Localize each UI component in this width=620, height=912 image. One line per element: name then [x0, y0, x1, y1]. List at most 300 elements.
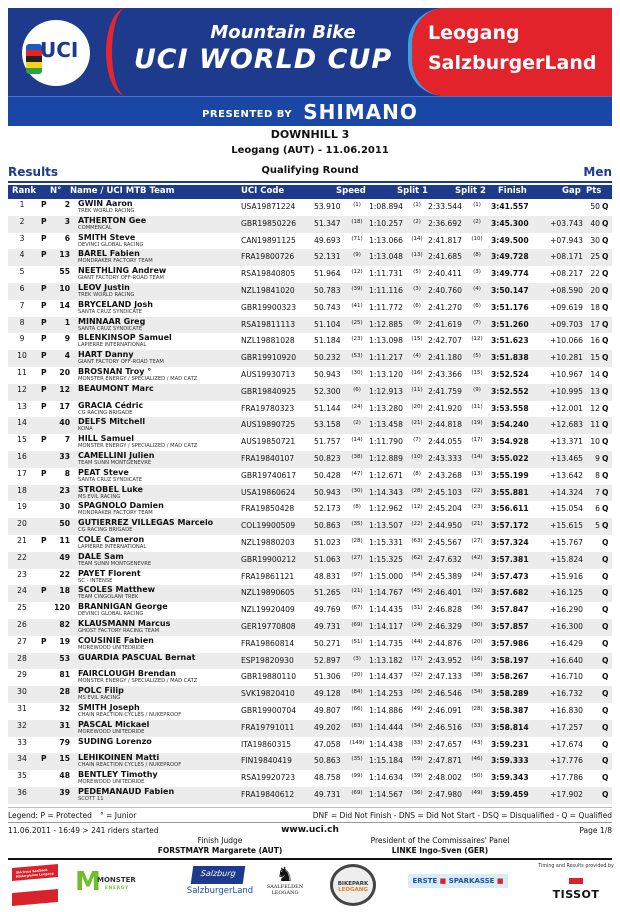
rider-name: DELFS Mitchell [78, 417, 146, 427]
split2-time: 2:43.268 [428, 470, 462, 480]
split1-rank: (22) [411, 521, 423, 528]
speed-rank: (20) [351, 672, 363, 679]
speed-value: 49.731 [314, 789, 341, 799]
protected-marker: P [41, 435, 47, 445]
header-speed: Speed [336, 186, 366, 196]
uci-code: SVK19820410 [241, 689, 295, 699]
split2-rank: (3) [473, 269, 481, 276]
split1-time: 1:13.507 [369, 521, 403, 531]
finish-time: 3:58.387 [491, 705, 529, 715]
split1-rank: (15) [411, 336, 423, 343]
rank-cell: 5 [19, 267, 25, 277]
monster-text: MONSTER [97, 876, 136, 884]
uci-code: GBR19740617 [241, 470, 297, 480]
speed-value: 52.131 [314, 252, 341, 262]
uci-code: ITA19860315 [241, 739, 292, 749]
uci-code: FRA19850428 [241, 504, 295, 514]
gap-value: +17.902 [550, 789, 583, 799]
rider-name: BRYCELAND Josh [78, 299, 154, 309]
team-name: MONDRAKER FACTORY TEAM [78, 510, 153, 517]
protected-marker: P [41, 367, 47, 377]
split1-time: 1:13.280 [369, 403, 403, 413]
gap-value: +16.429 [550, 638, 583, 648]
split1-time: 1:12.885 [369, 319, 403, 329]
venue-box [408, 8, 612, 96]
split2-rank: (15) [471, 369, 483, 376]
uci-logo-text: UCI [40, 38, 79, 62]
protected-marker: P [41, 283, 47, 293]
bib-number: 17 [59, 401, 70, 411]
qualified-marker: Q [602, 554, 609, 564]
split1-rank: (63) [411, 537, 423, 544]
team-name: TEAM SUNN MONTGENEVRE [78, 459, 152, 466]
series-line2: UCI WORLD CUP [133, 44, 393, 75]
split2-rank: (4) [473, 285, 481, 292]
split1-time: 1:14.343 [369, 487, 403, 497]
split2-time: 2:44.055 [428, 437, 462, 447]
points-value: 20 [590, 285, 600, 295]
rider-name: BRANNIGAN George [78, 602, 168, 612]
table-row [8, 737, 612, 754]
rider-name: CAMELLINI Julien [78, 450, 155, 460]
rank-cell: 13 [17, 401, 27, 411]
rider-name: ATHERTON Gee [78, 215, 147, 225]
team-name: SANTA CRUZ SYNDICATE [78, 325, 142, 332]
gap-value: +08.217 [550, 269, 583, 279]
footer-website-link[interactable]: www.uci.ch [281, 825, 339, 835]
points-value: 11 [590, 420, 600, 430]
qualified-marker: Q [602, 369, 609, 379]
header-gap: Gap [562, 186, 581, 196]
finish-time: 3:51.260 [491, 319, 529, 329]
gap-value: +17.257 [550, 722, 583, 732]
rank-cell: 31 [17, 703, 27, 713]
speed-value: 50.823 [314, 453, 341, 463]
split2-rank: (8) [473, 252, 481, 259]
table-row [8, 653, 612, 670]
qualified-marker: Q [602, 487, 609, 497]
saalfelden-leogang-logo: ♞ SAALFELDEN LEOGANG [262, 864, 308, 904]
split2-time: 2:44.876 [428, 638, 462, 648]
sponsor-divider [8, 858, 612, 860]
gap-value: +16.732 [550, 689, 583, 699]
bib-number: 22 [59, 569, 70, 579]
qualified-marker: Q [602, 403, 609, 413]
monster-claw-icon: M [75, 867, 101, 897]
uci-code: AUS19890725 [241, 420, 296, 430]
split1-time: 1:11.116 [369, 285, 403, 295]
finish-time: 3:58.289 [491, 689, 529, 699]
speed-value: 49.202 [314, 722, 341, 732]
presented-by-text: PRESENTED BY [202, 109, 293, 120]
split2-rank: (32) [471, 588, 483, 595]
bib-number: 14 [59, 300, 70, 310]
split2-rank: (36) [471, 605, 483, 612]
split2-time: 2:41.759 [428, 386, 462, 396]
finish-time: 3:54.928 [491, 437, 529, 447]
rider-name: SPAGNOLO Damien [78, 501, 164, 511]
header-split2: Split 2 [455, 186, 486, 196]
rider-name: HILL Samuel [78, 434, 135, 444]
split2-rank: (21) [471, 521, 483, 528]
finish-time: 3:50.147 [491, 285, 529, 295]
rider-name: COLE Cameron [78, 534, 145, 544]
rider-name: SUDING Lorenzo [78, 736, 152, 746]
finish-time: 3:54.240 [491, 420, 529, 430]
qualified-marker: Q [602, 218, 609, 228]
speed-rank: (21) [351, 588, 363, 595]
table-row [8, 249, 612, 266]
rank-cell: 20 [17, 519, 27, 529]
split1-time: 1:12.962 [369, 504, 403, 514]
rank-cell: 14 [17, 418, 27, 428]
protected-marker: P [41, 384, 47, 394]
gap-value: +09.619 [550, 302, 583, 312]
rider-name: NEETHLING Andrew [78, 266, 167, 276]
speed-value: 51.964 [314, 269, 341, 279]
finish-time: 3:57.172 [491, 521, 529, 531]
gap-value: +15.054 [550, 504, 583, 514]
qualified-marker: Q [602, 353, 609, 363]
protected-marker: P [41, 300, 47, 310]
speed-value: 50.863 [314, 521, 341, 531]
qualified-marker: Q [602, 386, 609, 396]
team-name: TREK WORLD RACING [78, 291, 135, 298]
split1-rank: (14) [411, 235, 423, 242]
finish-time: 3:57.473 [491, 571, 529, 581]
rider-name: BENTLEY Timothy [78, 770, 158, 780]
rider-name: KLAUSMANN Marcus [78, 618, 171, 628]
speed-value: 51.104 [314, 319, 341, 329]
points-value: 6 [595, 504, 600, 514]
finish-time: 3:57.986 [491, 638, 529, 648]
header-finish: Finish [498, 186, 527, 196]
points-value: 5 [595, 521, 600, 531]
speed-rank: (1) [353, 202, 361, 208]
split1-time: 1:14.253 [369, 689, 403, 699]
split2-time: 2:45.389 [428, 571, 462, 581]
protected-marker: P [41, 334, 47, 344]
gap-value: +16.300 [550, 621, 583, 631]
split2-time: 2:46.828 [428, 605, 462, 615]
split2-rank: (16) [471, 655, 483, 662]
split2-time: 2:43.366 [428, 369, 462, 379]
split1-rank: (59) [411, 756, 423, 763]
rider-name: STROBEL Luke [78, 484, 143, 494]
speed-value: 50.783 [314, 285, 341, 295]
split2-time: 2:46.516 [428, 722, 462, 732]
rider-name: SCOLES Matthew [78, 585, 156, 595]
split1-rank: (1) [413, 202, 421, 208]
table-row [8, 619, 612, 636]
rank-cell: 23 [17, 569, 27, 579]
uci-code: COL19900509 [241, 521, 296, 531]
split1-rank: (6) [413, 302, 421, 309]
legend-protected: Legend: P = Protected [8, 811, 92, 820]
salzburg-flag: Salzburg [191, 866, 246, 884]
protected-marker: P [41, 216, 47, 226]
protected-marker: P [41, 233, 47, 243]
split1-time: 1:13.458 [369, 420, 403, 430]
split2-rank: (1) [473, 202, 481, 208]
bib-number: 32 [59, 703, 70, 713]
qualified-marker: Q [602, 319, 609, 329]
rank-cell: 19 [17, 502, 27, 512]
banner-top [8, 8, 612, 96]
split1-rank: (26) [411, 689, 423, 696]
gap-value: +03.743 [550, 218, 583, 228]
rider-name: DALE Sam [78, 551, 124, 561]
finish-time: 3:59.231 [491, 739, 529, 749]
split1-time: 1:14.567 [369, 789, 403, 799]
split2-rank: (5) [473, 353, 481, 360]
split1-time: 1:14.735 [369, 638, 403, 648]
split1-time: 1:15.000 [369, 571, 403, 581]
uci-code: GER19770808 [241, 621, 296, 631]
points-value: 7 [595, 487, 600, 497]
speed-rank: (9) [353, 252, 361, 259]
results-table-body [8, 199, 612, 804]
split1-rank: (5) [413, 269, 421, 276]
finish-time: 3:53.558 [491, 403, 529, 413]
uci-code: AUS19930713 [241, 369, 296, 379]
rank-cell: 11 [17, 367, 27, 377]
rider-name: BAREL Fabien [78, 249, 140, 259]
table-row [8, 333, 612, 350]
rider-name: PAYET Florent [78, 568, 141, 578]
speed-rank: (39) [351, 285, 363, 292]
protected-marker: P [41, 636, 47, 646]
uci-code: NZL19880203 [241, 537, 295, 547]
speed-rank: (35) [351, 521, 363, 528]
bib-number: 55 [59, 267, 70, 277]
points-value: 16 [590, 336, 600, 346]
split1-rank: (17) [411, 655, 423, 662]
table-row [8, 636, 612, 653]
team-name: TEAM CINGOLANI TREK [78, 594, 139, 601]
gap-value: +13.371 [550, 437, 583, 447]
team-name: CG RACING BRIGADE [78, 527, 133, 534]
rider-name: GWIN Aaron [78, 199, 133, 208]
points-value: 14 [590, 369, 600, 379]
split1-time: 1:12.671 [369, 470, 403, 480]
rider-name: PEAT Steve [78, 467, 129, 477]
split2-time: 2:47.133 [428, 672, 462, 682]
sparkasse-s-icon: ■ [439, 877, 447, 885]
team-name: SANTA CRUZ SYNDICATE [78, 476, 142, 483]
rider-name: BEAUMONT Marc [78, 383, 154, 393]
speed-rank: (35) [351, 756, 363, 763]
bib-number: 19 [59, 636, 70, 646]
points-value: 17 [590, 319, 600, 329]
gap-value: +13.465 [550, 453, 583, 463]
split1-rank: (8) [413, 470, 421, 477]
finish-time: 3:59.459 [491, 789, 529, 799]
gap-value: +17.786 [550, 773, 583, 783]
split1-rank: (20) [411, 403, 423, 410]
team-name: MOREWOOD UNITEDRIDE [78, 728, 145, 735]
team-name: MONSTER ENERGY / SPECIALIZED / MAD CATZ [78, 375, 198, 382]
table-row [8, 569, 612, 586]
team-name: LAPIERRE INTERNATIONAL [78, 342, 147, 349]
uci-code: USA19860624 [241, 487, 296, 497]
header-banner [8, 8, 612, 126]
speed-value: 51.063 [314, 554, 341, 564]
gap-value: +10.995 [550, 386, 583, 396]
table-row [8, 451, 612, 468]
split1-rank: (32) [411, 672, 423, 679]
speed-rank: (25) [351, 319, 363, 326]
rider-name: MINNAAR Greg [78, 316, 146, 326]
team-name: LAPIERRE INTERNATIONAL [78, 543, 147, 550]
split1-time: 1:15.184 [369, 756, 403, 766]
qualified-marker: Q [602, 202, 609, 211]
bib-number: 23 [59, 485, 70, 495]
rank-cell: 3 [19, 233, 25, 243]
rider-name: BROSNAN Troy ° [78, 366, 152, 376]
header-name: Name / UCI MTB Team [70, 186, 175, 196]
team-name: SCOTT 11 [78, 795, 104, 802]
split1-time: 1:11.731 [369, 269, 403, 279]
table-row [8, 417, 612, 434]
table-row [8, 350, 612, 367]
points-value: 9 [595, 453, 600, 463]
split2-time: 2:36.692 [428, 218, 462, 228]
finish-time: 3:55.022 [491, 453, 529, 463]
speed-value: 47.058 [314, 739, 341, 749]
split1-time: 1:15.325 [369, 554, 403, 564]
split2-time: 2:45.103 [428, 487, 462, 497]
speed-value: 50.943 [314, 369, 341, 379]
split1-time: 1:14.886 [369, 705, 403, 715]
gap-value: +17.674 [550, 739, 583, 749]
split2-rank: (34) [471, 689, 483, 696]
split2-time: 2:41.817 [428, 235, 462, 245]
split1-rank: (44) [411, 638, 423, 645]
split2-time: 2:45.567 [428, 537, 462, 547]
finish-time: 3:49.774 [491, 269, 529, 279]
speed-rank: (3) [353, 655, 361, 662]
team-name: MS EVIL RACING [78, 695, 121, 702]
protected-marker: P [41, 351, 47, 361]
team-name: MS EVIL RACING [78, 493, 121, 500]
gap-value: +16.640 [550, 655, 583, 665]
qualified-marker: Q [602, 722, 609, 732]
legend-divider [8, 807, 612, 808]
split2-rank: (7) [473, 319, 481, 326]
energy-text: ENERGY [105, 885, 129, 890]
finish-time: 3:57.857 [491, 621, 529, 631]
gap-value: +15.824 [550, 554, 583, 564]
rank-cell: 7 [19, 300, 25, 310]
event-title: DOWNHILL 3 [270, 128, 350, 141]
table-row [8, 535, 612, 552]
qualified-marker: Q [602, 453, 609, 463]
speed-rank: (97) [351, 571, 363, 578]
uci-code: GBR19900704 [241, 705, 297, 715]
finish-judge-name: FORSTMAYR Margarete (AUT) [157, 846, 283, 855]
split1-rank: (13) [411, 252, 423, 259]
split1-time: 1:08.894 [369, 202, 403, 211]
rider-name: PASCAL Mickael [78, 719, 150, 729]
gap-value: +12.001 [550, 403, 583, 413]
split2-rank: (6) [473, 302, 481, 309]
bib-number: 10 [59, 283, 70, 293]
uci-code: NZL19890605 [241, 588, 295, 598]
split2-rank: (12) [471, 336, 483, 343]
uci-code: FRA19791011 [241, 722, 295, 732]
table-row [8, 434, 612, 451]
speed-value: 52.173 [314, 504, 341, 514]
speed-rank: (30) [351, 487, 363, 494]
bib-number: 33 [59, 451, 70, 461]
legend-junior: ° = Junior [100, 811, 137, 820]
split2-rank: (49) [471, 789, 483, 796]
finish-time: 3:59.343 [491, 773, 529, 783]
rank-cell: 10 [17, 351, 27, 361]
bib-number: 30 [59, 502, 70, 512]
table-row [8, 518, 612, 535]
uci-code: AUS19850721 [241, 437, 296, 447]
finish-time: 3:49.500 [491, 235, 529, 245]
speed-rank: (53) [351, 353, 363, 360]
split2-time: 2:41.920 [428, 403, 462, 413]
split2-time: 2:46.091 [428, 705, 462, 715]
table-row [8, 367, 612, 384]
split2-time: 2:47.871 [428, 756, 462, 766]
table-row [8, 787, 612, 804]
team-name: DEVINCI GLOBAL RACING [78, 241, 144, 248]
uci-code: GBR19900323 [241, 302, 297, 312]
speed-value: 50.232 [314, 353, 341, 363]
bib-number: 120 [54, 603, 70, 613]
points-value: 22 [590, 269, 600, 279]
salzburgerland-logo [184, 866, 256, 902]
bib-number: 13 [59, 250, 70, 260]
finish-time: 3:57.381 [491, 554, 529, 564]
rank-cell: 8 [19, 317, 25, 327]
sparkasse-s-icon: ■ [496, 877, 504, 885]
rider-name: SMITH Joseph [78, 702, 140, 712]
finish-time: 3:56.611 [491, 504, 529, 514]
split1-time: 1:15.331 [369, 537, 403, 547]
ibex-icon: ♞ [276, 862, 294, 886]
split2-rank: (24) [471, 571, 483, 578]
split1-time: 1:10.257 [369, 218, 403, 228]
gap-value: +15.615 [550, 521, 583, 531]
split2-time: 2:40.760 [428, 285, 462, 295]
bib-number: 20 [59, 367, 70, 377]
speed-value: 48.758 [314, 773, 341, 783]
header-number: N° [50, 186, 62, 196]
speed-rank: (6) [353, 386, 361, 393]
split2-rank: (30) [471, 621, 483, 628]
split2-time: 2:43.333 [428, 453, 462, 463]
rider-name: PEDEMANAUD Fabien [78, 786, 175, 796]
rank-cell: 34 [17, 754, 27, 764]
bib-number: 40 [59, 418, 70, 428]
table-row [8, 602, 612, 619]
table-row [8, 770, 612, 787]
speed-value: 49.693 [314, 235, 341, 245]
tissot-text: TISSOT [552, 888, 600, 901]
table-row [8, 317, 612, 334]
speed-value: 48.831 [314, 571, 341, 581]
split2-rank: (28) [471, 705, 483, 712]
split1-rank: (11) [411, 386, 423, 393]
qualified-marker: Q [602, 437, 609, 447]
split2-rank: (46) [471, 756, 483, 763]
